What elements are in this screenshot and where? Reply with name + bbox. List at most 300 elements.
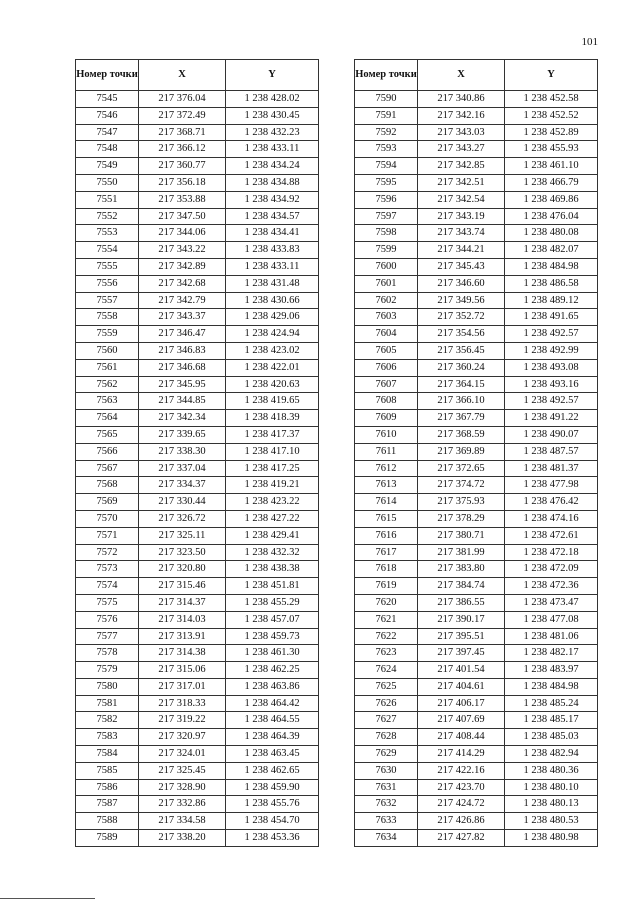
table-row [76, 174, 319, 191]
table-row [76, 813, 319, 830]
cell-point-number: 7593 [355, 141, 418, 158]
cell-y: 1 238 438.38 [226, 561, 319, 578]
cell-y: 1 238 473.47 [505, 594, 598, 611]
cell-x: 217 314.03 [139, 611, 226, 628]
cell-x: 217 380.71 [418, 527, 505, 544]
cell-point-number: 7613 [355, 477, 418, 494]
cell-y: 1 238 480.13 [505, 796, 598, 813]
table-row [355, 258, 598, 275]
cell-y: 1 238 464.39 [226, 729, 319, 746]
cell-x: 217 317.01 [139, 678, 226, 695]
cell-point-number: 7631 [355, 779, 418, 796]
table-row [355, 611, 598, 628]
cell-y: 1 238 452.58 [505, 91, 598, 108]
cell-x: 217 339.65 [139, 426, 226, 443]
cell-point-number: 7612 [355, 460, 418, 477]
cell-point-number: 7583 [76, 729, 139, 746]
cell-point-number: 7620 [355, 594, 418, 611]
cell-point-number: 7605 [355, 342, 418, 359]
table-row [76, 443, 319, 460]
cell-y: 1 238 491.22 [505, 410, 598, 427]
cell-y: 1 238 434.88 [226, 174, 319, 191]
cell-x: 217 427.82 [418, 830, 505, 847]
cell-x: 217 346.83 [139, 342, 226, 359]
cell-x: 217 408.44 [418, 729, 505, 746]
table-row [76, 762, 319, 779]
cell-y: 1 238 433.11 [226, 141, 319, 158]
cell-x: 217 314.38 [139, 645, 226, 662]
cell-y: 1 238 417.10 [226, 443, 319, 460]
table-row [355, 477, 598, 494]
cell-point-number: 7618 [355, 561, 418, 578]
cell-x: 217 346.68 [139, 359, 226, 376]
cell-x: 217 318.33 [139, 695, 226, 712]
cell-x: 217 395.51 [418, 628, 505, 645]
cell-point-number: 7581 [76, 695, 139, 712]
cell-point-number: 7550 [76, 174, 139, 191]
cell-x: 217 346.60 [418, 275, 505, 292]
cell-x: 217 390.17 [418, 611, 505, 628]
table-row [76, 107, 319, 124]
cell-y: 1 238 423.22 [226, 494, 319, 511]
cell-point-number: 7574 [76, 578, 139, 595]
cell-point-number: 7634 [355, 830, 418, 847]
cell-x: 217 342.16 [418, 107, 505, 124]
table-row [355, 174, 598, 191]
cell-y: 1 238 430.45 [226, 107, 319, 124]
table-row [76, 376, 319, 393]
table-row [76, 275, 319, 292]
cell-x: 217 323.50 [139, 544, 226, 561]
cell-y: 1 238 459.73 [226, 628, 319, 645]
table-row [355, 510, 598, 527]
footer-rule [0, 898, 95, 899]
cell-point-number: 7564 [76, 410, 139, 427]
cell-point-number: 7560 [76, 342, 139, 359]
cell-y: 1 238 480.36 [505, 762, 598, 779]
table-row [355, 191, 598, 208]
cell-x: 217 313.91 [139, 628, 226, 645]
cell-point-number: 7567 [76, 460, 139, 477]
cell-x: 217 406.17 [418, 695, 505, 712]
cell-y: 1 238 493.16 [505, 376, 598, 393]
table-row [76, 225, 319, 242]
cell-point-number: 7554 [76, 242, 139, 259]
header-point-number: Номер точки [76, 60, 139, 91]
table-row [76, 342, 319, 359]
cell-x: 217 347.50 [139, 208, 226, 225]
cell-point-number: 7597 [355, 208, 418, 225]
cell-y: 1 238 462.65 [226, 762, 319, 779]
cell-point-number: 7579 [76, 662, 139, 679]
table-row [76, 460, 319, 477]
cell-point-number: 7624 [355, 662, 418, 679]
cell-x: 217 383.80 [418, 561, 505, 578]
cell-point-number: 7633 [355, 813, 418, 830]
cell-y: 1 238 480.08 [505, 225, 598, 242]
cell-point-number: 7572 [76, 544, 139, 561]
cell-x: 217 368.59 [418, 426, 505, 443]
cell-point-number: 7609 [355, 410, 418, 427]
cell-point-number: 7610 [355, 426, 418, 443]
cell-x: 217 345.43 [418, 258, 505, 275]
table-row [355, 359, 598, 376]
cell-point-number: 7626 [355, 695, 418, 712]
cell-point-number: 7621 [355, 611, 418, 628]
cell-point-number: 7561 [76, 359, 139, 376]
cell-y: 1 238 452.89 [505, 124, 598, 141]
table-row [76, 326, 319, 343]
cell-y: 1 238 472.61 [505, 527, 598, 544]
cell-x: 217 337.04 [139, 460, 226, 477]
header-x: X [139, 60, 226, 91]
table-row [76, 561, 319, 578]
table-header-row [355, 60, 598, 91]
cell-y: 1 238 434.92 [226, 191, 319, 208]
cell-y: 1 238 466.79 [505, 174, 598, 191]
cell-y: 1 238 454.70 [226, 813, 319, 830]
cell-point-number: 7555 [76, 258, 139, 275]
cell-x: 217 401.54 [418, 662, 505, 679]
cell-point-number: 7588 [76, 813, 139, 830]
table-row [76, 359, 319, 376]
cell-x: 217 328.90 [139, 779, 226, 796]
cell-point-number: 7568 [76, 477, 139, 494]
cell-x: 217 343.37 [139, 309, 226, 326]
table-row [355, 158, 598, 175]
cell-y: 1 238 455.29 [226, 594, 319, 611]
table-row [355, 695, 598, 712]
cell-y: 1 238 419.21 [226, 477, 319, 494]
cell-point-number: 7599 [355, 242, 418, 259]
cell-y: 1 238 483.97 [505, 662, 598, 679]
cell-y: 1 238 417.37 [226, 426, 319, 443]
cell-y: 1 238 464.42 [226, 695, 319, 712]
cell-point-number: 7592 [355, 124, 418, 141]
cell-x: 217 360.24 [418, 359, 505, 376]
cell-x: 217 342.79 [139, 292, 226, 309]
coordinates-table-right [354, 59, 598, 847]
cell-x: 217 386.55 [418, 594, 505, 611]
cell-y: 1 238 434.41 [226, 225, 319, 242]
cell-x: 217 325.11 [139, 527, 226, 544]
table-row [355, 561, 598, 578]
table-row [76, 628, 319, 645]
cell-point-number: 7586 [76, 779, 139, 796]
table-row [76, 242, 319, 259]
cell-x: 217 378.29 [418, 510, 505, 527]
cell-point-number: 7606 [355, 359, 418, 376]
cell-y: 1 238 476.04 [505, 208, 598, 225]
cell-point-number: 7601 [355, 275, 418, 292]
table-row [355, 460, 598, 477]
table-row [355, 678, 598, 695]
cell-y: 1 238 485.03 [505, 729, 598, 746]
cell-point-number: 7600 [355, 258, 418, 275]
cell-y: 1 238 455.93 [505, 141, 598, 158]
cell-y: 1 238 430.66 [226, 292, 319, 309]
cell-point-number: 7563 [76, 393, 139, 410]
cell-x: 217 332.86 [139, 796, 226, 813]
cell-y: 1 238 491.65 [505, 309, 598, 326]
table-row [76, 662, 319, 679]
cell-point-number: 7608 [355, 393, 418, 410]
cell-point-number: 7585 [76, 762, 139, 779]
cell-x: 217 356.18 [139, 174, 226, 191]
cell-point-number: 7566 [76, 443, 139, 460]
cell-point-number: 7589 [76, 830, 139, 847]
cell-point-number: 7562 [76, 376, 139, 393]
cell-point-number: 7573 [76, 561, 139, 578]
cell-x: 217 319.22 [139, 712, 226, 729]
table-row [355, 107, 598, 124]
cell-y: 1 238 451.81 [226, 578, 319, 595]
cell-x: 217 366.12 [139, 141, 226, 158]
cell-y: 1 238 463.45 [226, 746, 319, 763]
cell-x: 217 353.88 [139, 191, 226, 208]
cell-point-number: 7602 [355, 292, 418, 309]
table-row [355, 292, 598, 309]
table-row [76, 477, 319, 494]
cell-x: 217 343.74 [418, 225, 505, 242]
cell-y: 1 238 433.11 [226, 258, 319, 275]
table-row [76, 410, 319, 427]
table-row [76, 426, 319, 443]
table-row [76, 594, 319, 611]
table-row [355, 645, 598, 662]
table-row [355, 762, 598, 779]
header-y: Y [505, 60, 598, 91]
cell-x: 217 367.79 [418, 410, 505, 427]
cell-y: 1 238 423.02 [226, 342, 319, 359]
table-row [355, 410, 598, 427]
table-row [76, 796, 319, 813]
cell-y: 1 238 480.53 [505, 813, 598, 830]
table-row [355, 813, 598, 830]
table-row [76, 124, 319, 141]
table-row [355, 527, 598, 544]
cell-y: 1 238 427.22 [226, 510, 319, 527]
cell-point-number: 7603 [355, 309, 418, 326]
cell-x: 217 397.45 [418, 645, 505, 662]
header-y: Y [226, 60, 319, 91]
cell-x: 217 343.19 [418, 208, 505, 225]
cell-y: 1 238 428.02 [226, 91, 319, 108]
cell-y: 1 238 474.16 [505, 510, 598, 527]
cell-y: 1 238 457.07 [226, 611, 319, 628]
cell-point-number: 7627 [355, 712, 418, 729]
cell-x: 217 384.74 [418, 578, 505, 595]
cell-y: 1 238 477.08 [505, 611, 598, 628]
cell-point-number: 7551 [76, 191, 139, 208]
cell-y: 1 238 453.36 [226, 830, 319, 847]
cell-x: 217 334.37 [139, 477, 226, 494]
table-row [76, 695, 319, 712]
table-row [76, 494, 319, 511]
cell-y: 1 238 424.94 [226, 326, 319, 343]
cell-x: 217 368.71 [139, 124, 226, 141]
cell-y: 1 238 418.39 [226, 410, 319, 427]
table-row [355, 796, 598, 813]
cell-x: 217 374.72 [418, 477, 505, 494]
table-row [76, 141, 319, 158]
cell-y: 1 238 461.30 [226, 645, 319, 662]
cell-x: 217 424.72 [418, 796, 505, 813]
cell-y: 1 238 463.86 [226, 678, 319, 695]
cell-y: 1 238 452.52 [505, 107, 598, 124]
cell-x: 217 320.80 [139, 561, 226, 578]
cell-point-number: 7617 [355, 544, 418, 561]
cell-point-number: 7557 [76, 292, 139, 309]
cell-point-number: 7556 [76, 275, 139, 292]
cell-x: 217 404.61 [418, 678, 505, 695]
cell-point-number: 7552 [76, 208, 139, 225]
table-row [76, 712, 319, 729]
cell-y: 1 238 485.24 [505, 695, 598, 712]
cell-x: 217 364.15 [418, 376, 505, 393]
cell-y: 1 238 432.32 [226, 544, 319, 561]
table-row [355, 275, 598, 292]
cell-point-number: 7629 [355, 746, 418, 763]
table-row [76, 258, 319, 275]
cell-point-number: 7547 [76, 124, 139, 141]
cell-point-number: 7616 [355, 527, 418, 544]
cell-x: 217 345.95 [139, 376, 226, 393]
cell-y: 1 238 492.57 [505, 326, 598, 343]
table-row [355, 376, 598, 393]
cell-x: 217 376.04 [139, 91, 226, 108]
table-row [76, 779, 319, 796]
cell-x: 217 342.89 [139, 258, 226, 275]
table-row [355, 443, 598, 460]
cell-x: 217 354.56 [418, 326, 505, 343]
cell-point-number: 7570 [76, 510, 139, 527]
table-row [355, 779, 598, 796]
table-row [355, 746, 598, 763]
cell-x: 217 369.89 [418, 443, 505, 460]
table-row [76, 830, 319, 847]
cell-point-number: 7619 [355, 578, 418, 595]
cell-x: 217 340.86 [418, 91, 505, 108]
table-row [355, 309, 598, 326]
cell-point-number: 7553 [76, 225, 139, 242]
header-x: X [418, 60, 505, 91]
cell-y: 1 238 485.17 [505, 712, 598, 729]
cell-x: 217 407.69 [418, 712, 505, 729]
cell-y: 1 238 417.25 [226, 460, 319, 477]
cell-x: 217 356.45 [418, 342, 505, 359]
cell-y: 1 238 433.83 [226, 242, 319, 259]
cell-x: 217 342.51 [418, 174, 505, 191]
table-row [355, 662, 598, 679]
cell-x: 217 325.45 [139, 762, 226, 779]
cell-point-number: 7559 [76, 326, 139, 343]
cell-x: 217 343.03 [418, 124, 505, 141]
table-row [355, 208, 598, 225]
cell-x: 217 344.21 [418, 242, 505, 259]
cell-point-number: 7591 [355, 107, 418, 124]
cell-y: 1 238 487.57 [505, 443, 598, 460]
table-row [76, 678, 319, 695]
cell-point-number: 7578 [76, 645, 139, 662]
table-row [355, 494, 598, 511]
cell-point-number: 7575 [76, 594, 139, 611]
cell-y: 1 238 476.42 [505, 494, 598, 511]
cell-point-number: 7545 [76, 91, 139, 108]
cell-point-number: 7630 [355, 762, 418, 779]
cell-x: 217 375.93 [418, 494, 505, 511]
cell-y: 1 238 420.63 [226, 376, 319, 393]
cell-x: 217 349.56 [418, 292, 505, 309]
cell-point-number: 7576 [76, 611, 139, 628]
cell-point-number: 7623 [355, 645, 418, 662]
cell-x: 217 426.86 [418, 813, 505, 830]
table-row [76, 578, 319, 595]
cell-x: 217 334.58 [139, 813, 226, 830]
table-row [76, 527, 319, 544]
cell-y: 1 238 493.08 [505, 359, 598, 376]
cell-y: 1 238 477.98 [505, 477, 598, 494]
cell-point-number: 7611 [355, 443, 418, 460]
cell-y: 1 238 472.36 [505, 578, 598, 595]
cell-x: 217 342.68 [139, 275, 226, 292]
cell-y: 1 238 486.58 [505, 275, 598, 292]
cell-point-number: 7582 [76, 712, 139, 729]
cell-point-number: 7604 [355, 326, 418, 343]
cell-y: 1 238 455.76 [226, 796, 319, 813]
cell-y: 1 238 482.94 [505, 746, 598, 763]
cell-point-number: 7569 [76, 494, 139, 511]
cell-y: 1 238 432.23 [226, 124, 319, 141]
cell-x: 217 315.46 [139, 578, 226, 595]
cell-x: 217 338.20 [139, 830, 226, 847]
page-number: 101 [581, 36, 598, 48]
cell-y: 1 238 431.48 [226, 275, 319, 292]
table-row [76, 611, 319, 628]
table-row [76, 393, 319, 410]
cell-x: 217 330.44 [139, 494, 226, 511]
cell-y: 1 238 484.98 [505, 678, 598, 695]
table-row [355, 544, 598, 561]
cell-y: 1 238 490.07 [505, 426, 598, 443]
cell-x: 217 315.06 [139, 662, 226, 679]
cell-x: 217 352.72 [418, 309, 505, 326]
cell-y: 1 238 469.86 [505, 191, 598, 208]
table-row [355, 393, 598, 410]
cell-x: 217 423.70 [418, 779, 505, 796]
cell-y: 1 238 489.12 [505, 292, 598, 309]
cell-x: 217 381.99 [418, 544, 505, 561]
cell-x: 217 360.77 [139, 158, 226, 175]
cell-point-number: 7628 [355, 729, 418, 746]
cell-point-number: 7577 [76, 628, 139, 645]
cell-x: 217 372.65 [418, 460, 505, 477]
cell-y: 1 238 461.10 [505, 158, 598, 175]
cell-y: 1 238 429.41 [226, 527, 319, 544]
cell-point-number: 7571 [76, 527, 139, 544]
table-header-row [76, 60, 319, 91]
cell-point-number: 7595 [355, 174, 418, 191]
cell-x: 217 342.34 [139, 410, 226, 427]
table-row [355, 712, 598, 729]
cell-point-number: 7598 [355, 225, 418, 242]
cell-x: 217 343.22 [139, 242, 226, 259]
cell-point-number: 7625 [355, 678, 418, 695]
table-row [355, 628, 598, 645]
cell-y: 1 238 480.10 [505, 779, 598, 796]
cell-point-number: 7546 [76, 107, 139, 124]
table-row [355, 594, 598, 611]
